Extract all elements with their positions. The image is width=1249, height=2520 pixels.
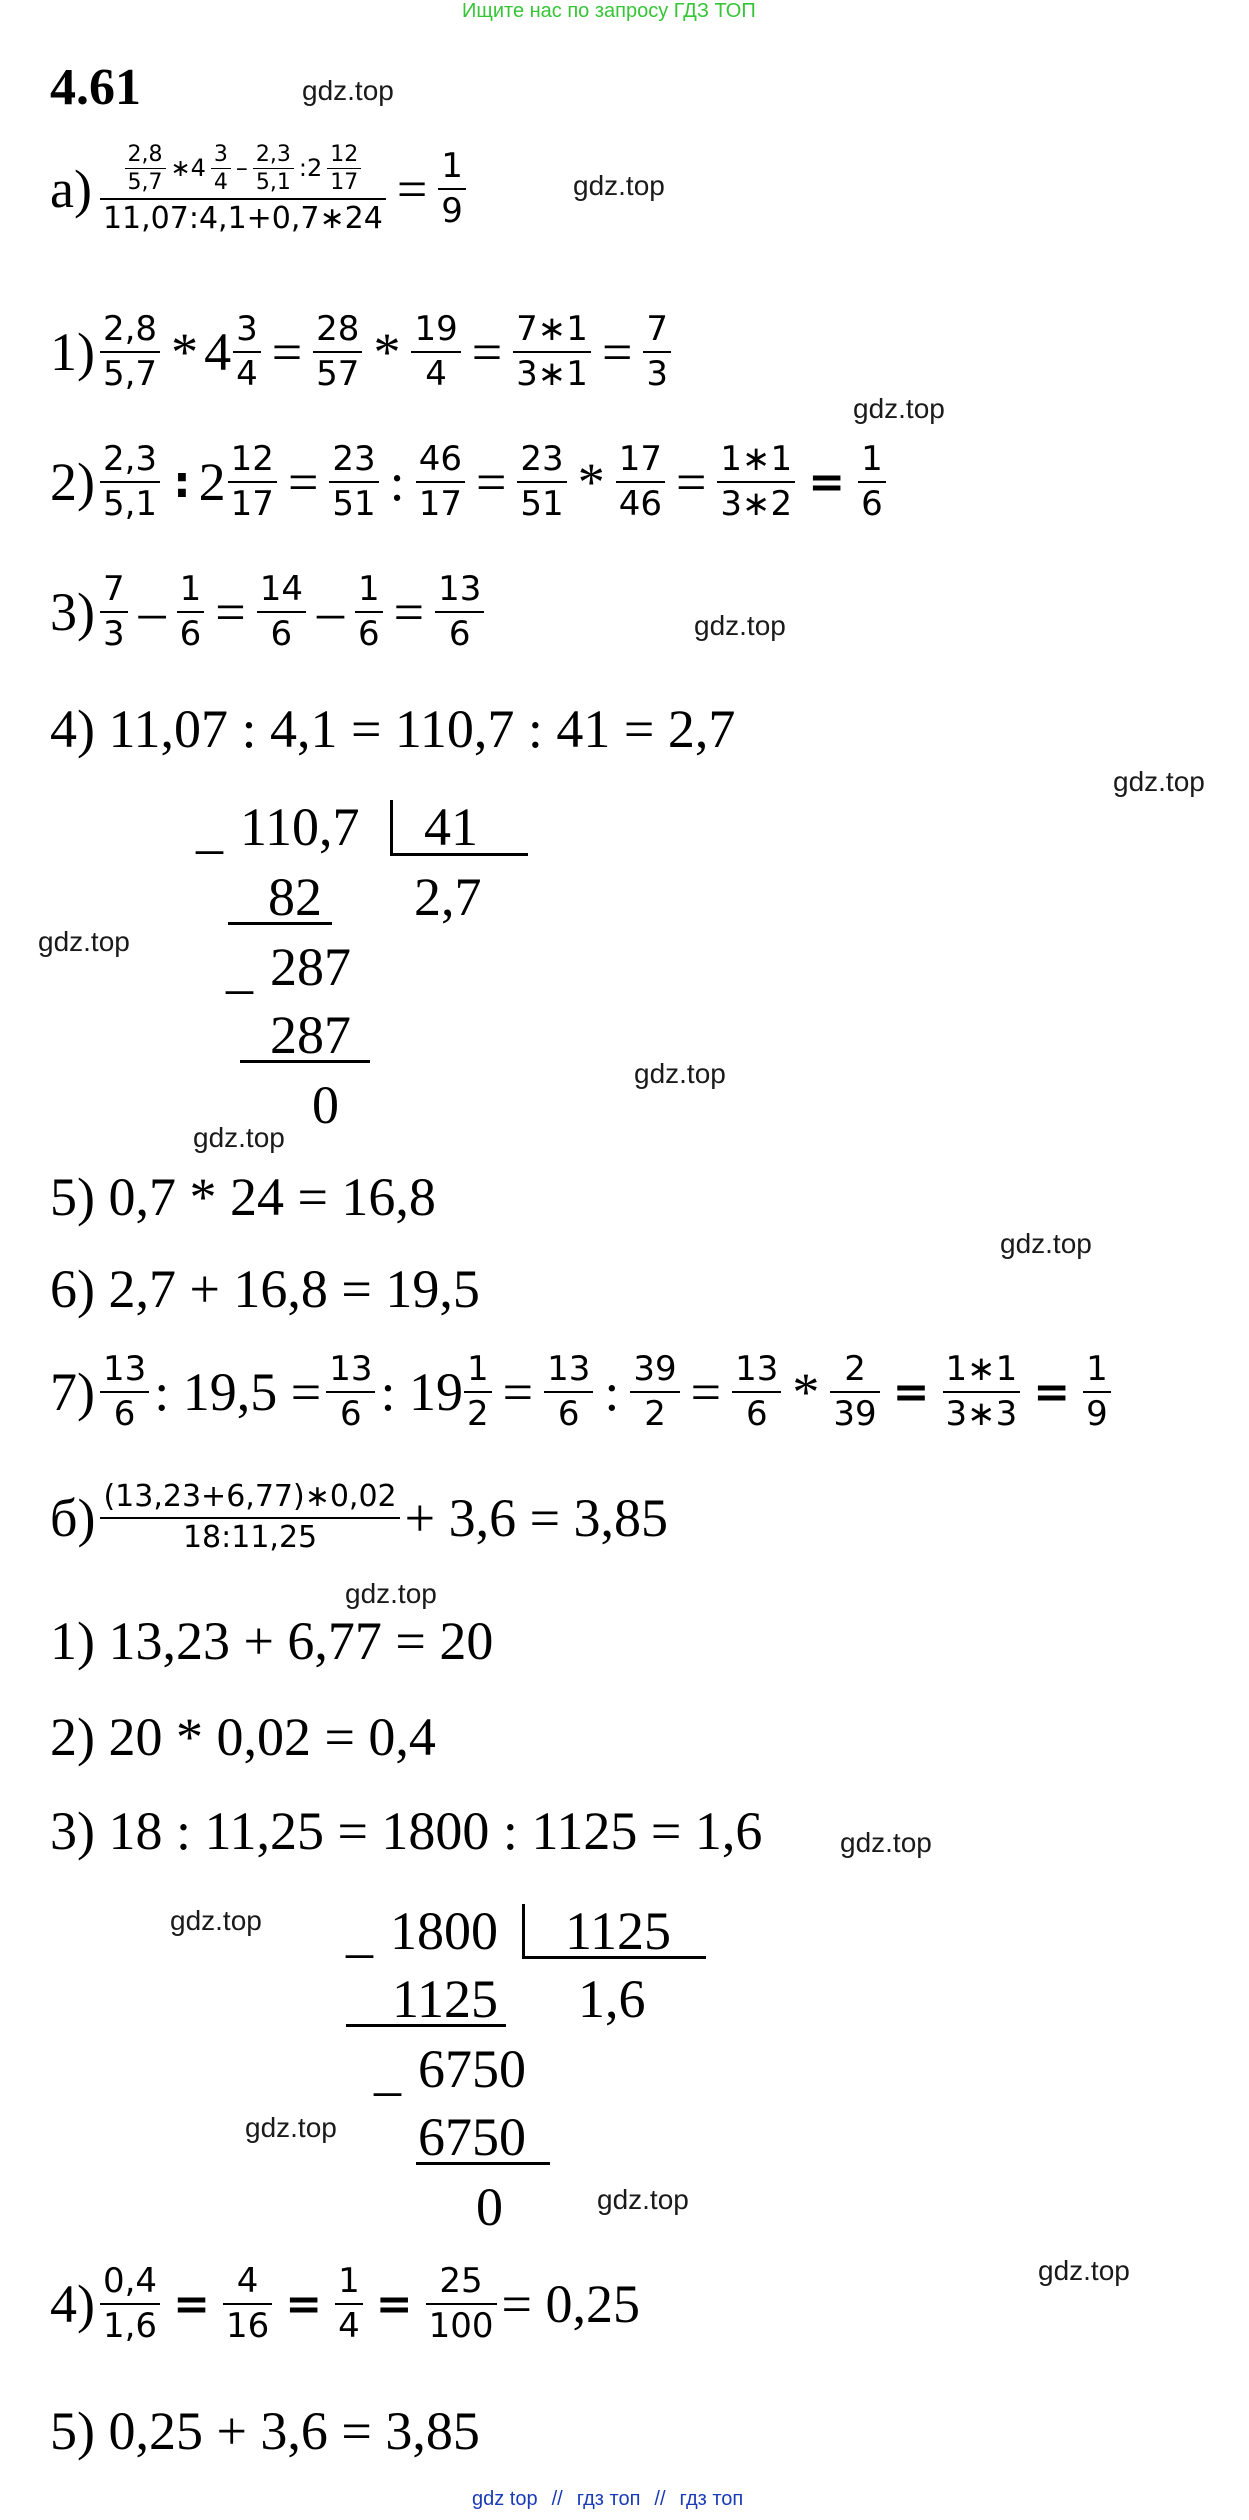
fraction-bar <box>100 481 160 483</box>
fraction-bar <box>411 351 460 353</box>
equals-sign: = <box>475 452 507 513</box>
numerator: 2 <box>844 1349 866 1389</box>
equals-sign: = <box>502 1362 534 1423</box>
equals-sign: = <box>601 322 633 383</box>
watermark: gdz.top <box>840 1827 932 1858</box>
numerator: 1∗1 <box>945 1349 1018 1389</box>
part-b-step-1: 1) 13,23 + 6,77 = 20 <box>50 1611 494 1671</box>
watermark: gdz.top <box>302 75 394 106</box>
fraction <box>830 1350 879 1434</box>
fraction <box>313 310 362 394</box>
fraction <box>717 440 795 524</box>
fraction-bar <box>100 611 128 613</box>
numerator: 12 <box>330 142 359 167</box>
numerator: 0,4 <box>102 2261 158 2301</box>
denominator: 1,6 <box>102 2306 158 2347</box>
fraction <box>513 310 591 394</box>
denominator: 6 <box>448 614 471 655</box>
fraction <box>257 570 306 654</box>
operator: : <box>173 456 191 508</box>
big-fraction-numerator <box>117 142 370 196</box>
numerator: 23 <box>520 439 564 479</box>
numerator: 7 <box>102 569 125 609</box>
operator: :2 <box>298 154 323 182</box>
operator: : <box>604 1362 620 1423</box>
fraction-bar <box>355 611 383 613</box>
denominator: 6 <box>113 1394 136 1435</box>
subtrahend-underline <box>416 2162 550 2165</box>
footer-link-gdz-top[interactable]: gdz top <box>472 2488 538 2510</box>
denominator: 17 <box>418 484 462 525</box>
denominator: 2 <box>467 1394 489 1435</box>
numerator: 2,8 <box>102 309 158 349</box>
fraction-bar <box>517 481 566 483</box>
numerator: 13 <box>735 1349 779 1389</box>
watermark: gdz.top <box>597 2184 689 2215</box>
denominator: 17 <box>330 170 359 196</box>
fraction-bar <box>335 2303 363 2305</box>
equals-sign: = <box>808 456 846 508</box>
denominator: 6 <box>340 1394 362 1435</box>
fraction <box>228 440 277 524</box>
fraction <box>233 310 261 394</box>
denominator: 9 <box>1086 1394 1108 1435</box>
minus-sign: _ <box>226 939 253 999</box>
denominator: 6 <box>745 1394 768 1435</box>
fraction-bar <box>326 1391 375 1393</box>
denominator: 6 <box>861 484 883 525</box>
numerator: 13 <box>438 569 482 609</box>
operator: * <box>792 1362 820 1423</box>
fraction <box>100 310 160 394</box>
equals-sign: = <box>892 1366 930 1418</box>
result-fraction <box>438 147 466 231</box>
part-a-step-1 <box>50 310 676 394</box>
fraction-bar <box>211 168 231 169</box>
denominator: 3∗1 <box>516 354 588 395</box>
watermark: gdz.top <box>634 1058 726 1089</box>
part-b-step-5: 5) 0,25 + 3,6 = 3,85 <box>50 2401 480 2461</box>
denominator: 5,1 <box>255 170 291 196</box>
fraction-bar <box>544 1391 593 1393</box>
fraction <box>544 1350 593 1434</box>
fraction <box>464 1350 492 1434</box>
fraction-bar <box>830 1391 879 1393</box>
equals-sign: = <box>396 159 428 220</box>
equals-sign: = <box>375 2278 413 2330</box>
part-b-step-4 <box>50 2262 640 2346</box>
fraction <box>517 440 566 524</box>
equals-sign: = <box>287 452 319 513</box>
part-a-label: а) <box>50 159 92 220</box>
fraction <box>211 142 231 196</box>
fraction-bar <box>732 1391 781 1393</box>
footer-separator: // <box>654 2488 666 2510</box>
watermark: gdz.top <box>345 1578 437 1609</box>
fraction <box>327 142 361 196</box>
footer-separator: // <box>551 2488 563 2510</box>
step-label: 1) <box>50 322 95 383</box>
fraction-bar <box>426 2303 497 2305</box>
exercise-number: 4.61 <box>50 59 141 116</box>
denominator: 100 <box>428 2306 494 2347</box>
fraction-bar <box>100 2303 160 2305</box>
fraction <box>411 310 460 394</box>
equals-sign: = <box>271 322 303 383</box>
numerator: 23 <box>332 439 376 479</box>
equals-sign: = <box>393 582 425 643</box>
numerator: 13 <box>329 1349 373 1389</box>
fraction-bar <box>100 351 160 353</box>
denominator: 6 <box>358 614 380 655</box>
numerator: 4 <box>236 2261 259 2301</box>
big-fraction-denominator: 11,07:4,1+0,7∗24 <box>102 200 383 236</box>
part-b-step-3: 3) 18 : 11,25 = 1800 : 1125 = 1,6 <box>50 1801 763 1861</box>
equals-sign: = <box>173 2278 210 2330</box>
fraction <box>858 440 886 524</box>
watermark: gdz.top <box>1000 1228 1092 1259</box>
remainder: 6750 <box>418 2039 526 2099</box>
denominator: 4 <box>425 354 447 395</box>
fraction-bar <box>943 1391 1021 1393</box>
fraction <box>732 1350 781 1434</box>
denominator: 5,7 <box>127 170 163 196</box>
part-b-label: б) <box>50 1487 96 1548</box>
operator: – <box>317 582 344 643</box>
divisor: 41 <box>424 797 478 857</box>
division-bracket <box>522 1904 525 1958</box>
numerator: 7∗1 <box>516 309 588 349</box>
fraction-bar <box>435 611 484 613</box>
fraction <box>416 440 465 524</box>
part-a-step-3 <box>50 570 489 654</box>
step-label: 3) <box>50 582 95 643</box>
expression-text: : 19,5 = <box>154 1362 322 1423</box>
watermark: gdz.top <box>694 610 786 641</box>
part-a-expression <box>50 142 471 236</box>
divisor: 1125 <box>565 1901 671 1961</box>
dividend: 110,7 <box>240 797 360 857</box>
step-label: 2) <box>50 452 95 513</box>
fraction-bar <box>858 481 886 483</box>
fraction-bar <box>717 481 795 483</box>
operator: * <box>171 322 199 383</box>
fraction-bar <box>416 481 465 483</box>
denominator: 16 <box>225 2306 270 2347</box>
fraction-bar <box>630 1391 679 1393</box>
footer-links <box>472 2488 743 2511</box>
part-b-step-2: 2) 20 * 0,02 = 0,4 <box>50 1707 436 1767</box>
final-remainder: 0 <box>476 2177 503 2237</box>
fraction-bar <box>125 168 166 169</box>
fraction-bar <box>253 168 294 169</box>
numerator: 13 <box>547 1349 591 1389</box>
part-a-step-5: 5) 0,7 * 24 = 16,8 <box>50 1167 436 1227</box>
fraction <box>100 570 128 654</box>
numerator: 1 <box>338 2261 360 2301</box>
footer-link-gdz-top-ru[interactable]: гдз топ <box>576 2488 641 2510</box>
denominator: 17 <box>230 484 274 525</box>
whole-part: 2 <box>198 452 226 513</box>
numerator: 12 <box>230 439 274 479</box>
part-a-step-6: 6) 2,7 + 16,8 = 19,5 <box>50 1259 480 1319</box>
part-b-expression <box>50 1480 668 1555</box>
fraction-bar <box>329 481 378 483</box>
watermark: gdz.top <box>573 170 665 201</box>
denominator: 6 <box>179 614 202 655</box>
part-a-step-2 <box>50 440 891 524</box>
numerator: 1 <box>358 569 380 609</box>
numerator: 3 <box>236 309 258 349</box>
numerator: 46 <box>418 439 462 479</box>
subtrahend-1: 82 <box>268 867 322 927</box>
subtrahend-2: 287 <box>270 1005 351 1065</box>
denominator: 39 <box>833 1394 877 1435</box>
fraction-bar <box>100 1391 149 1393</box>
watermark: gdz.top <box>853 393 945 424</box>
mixed-number <box>204 310 266 394</box>
denominator: 4 <box>236 354 258 395</box>
fraction-bar <box>643 351 671 353</box>
denominator: 2 <box>644 1394 666 1435</box>
numerator: 14 <box>259 569 303 609</box>
expression-text: + 3,6 = 3,85 <box>404 1487 669 1548</box>
fraction <box>943 1350 1021 1434</box>
footer-link-gdz-top-ru[interactable]: гдз топ <box>679 2488 744 2510</box>
watermark: gdz.top <box>193 1122 285 1153</box>
fraction-bar <box>616 481 665 483</box>
whole-part: 4 <box>204 322 232 383</box>
part-a-step-7 <box>50 1350 1116 1434</box>
denominator: 57 <box>316 354 360 395</box>
equals-sign: = <box>215 582 246 643</box>
denominator: 6 <box>270 614 293 655</box>
operator: ∗4 <box>170 154 206 182</box>
equals-sign: = <box>690 1362 722 1423</box>
big-fraction <box>100 142 386 236</box>
header-search-link[interactable]: Ищите нас по запросу ГДЗ ТОП <box>462 0 756 22</box>
part-a-step-4: 4) 11,07 : 4,1 = 110,7 : 41 = 2,7 <box>50 699 736 759</box>
fraction <box>335 2262 363 2346</box>
denominator: 18:11,25 <box>182 1519 318 1555</box>
minus-sign: _ <box>346 1903 373 1963</box>
numerator: 13 <box>102 1349 147 1389</box>
watermark: gdz.top <box>245 2112 337 2143</box>
fraction-bar <box>100 1517 399 1519</box>
denominator: 6 <box>557 1394 580 1435</box>
numerator: (13,23+6,77)∗0,02 <box>103 1479 397 1514</box>
denominator: 3 <box>646 354 669 395</box>
fraction-bar <box>313 351 362 353</box>
operator: : <box>389 452 405 513</box>
numerator: 19 <box>414 309 458 349</box>
denominator: 9 <box>441 191 463 232</box>
fraction-bar <box>513 351 591 353</box>
minus-sign: _ <box>374 2041 401 2101</box>
fraction-bar <box>177 611 205 613</box>
numerator: 25 <box>439 2261 483 2301</box>
fraction <box>100 1350 149 1434</box>
numerator: 1 <box>861 439 883 479</box>
fraction-bar <box>100 198 386 200</box>
dividend: 1800 <box>390 1901 498 1961</box>
denominator: 4 <box>338 2306 360 2347</box>
numerator: 2,8 <box>127 142 163 167</box>
fraction-bar <box>257 611 306 613</box>
fraction-bar <box>233 351 261 353</box>
subtrahend-underline <box>346 2024 506 2027</box>
subtrahend-underline <box>240 1060 370 1063</box>
numerator: 1 <box>1086 1349 1108 1389</box>
denominator: 3∗3 <box>945 1394 1018 1435</box>
divisor-underline <box>390 853 528 856</box>
equals-sign: = <box>675 452 707 513</box>
denominator: 46 <box>618 484 662 525</box>
numerator: 1∗1 <box>720 439 793 479</box>
fraction <box>100 2262 160 2346</box>
equals-sign: = <box>471 322 503 383</box>
final-remainder: 0 <box>312 1075 339 1135</box>
watermark: gdz.top <box>38 926 130 957</box>
fraction <box>426 2262 497 2346</box>
expression-text: = 0,25 <box>501 2274 640 2335</box>
step-label: 4) <box>50 2274 95 2335</box>
fraction <box>630 1350 679 1434</box>
numerator: 1 <box>441 145 463 186</box>
numerator: 1 <box>179 569 202 609</box>
fraction <box>125 142 166 196</box>
equals-sign: = <box>1033 1366 1071 1418</box>
fraction <box>616 440 665 524</box>
minus-sign: _ <box>196 799 223 859</box>
fraction-bar <box>327 168 361 169</box>
mixed-number <box>199 440 282 524</box>
numerator: 17 <box>618 439 662 479</box>
divisor-underline <box>522 1956 706 1959</box>
denominator: 4 <box>213 170 228 196</box>
fraction <box>329 440 378 524</box>
subtrahend-1: 1125 <box>392 1969 498 2029</box>
denominator: 5,7 <box>102 354 158 395</box>
fraction <box>1083 1350 1111 1434</box>
remainder: 287 <box>270 937 351 997</box>
denominator: 3∗2 <box>720 484 793 525</box>
fraction-bar <box>464 1391 492 1393</box>
fraction-bar <box>228 481 277 483</box>
numerator: 2,3 <box>102 439 158 479</box>
division-bracket <box>390 800 393 855</box>
operator: * <box>577 452 605 513</box>
denominator: 51 <box>520 484 564 525</box>
numerator: 3 <box>213 142 228 167</box>
watermark: gdz.top <box>1113 766 1205 797</box>
numerator: 28 <box>316 309 360 349</box>
numerator: 7 <box>646 309 669 349</box>
fraction <box>643 310 671 394</box>
fraction <box>355 570 383 654</box>
numerator: 1 <box>467 1349 489 1389</box>
subtrahend-2: 6750 <box>418 2107 526 2167</box>
fraction <box>100 1480 399 1555</box>
fraction <box>177 570 205 654</box>
fraction <box>326 1350 375 1434</box>
numerator: 39 <box>633 1349 677 1389</box>
denominator: 51 <box>332 484 376 525</box>
quotient: 1,6 <box>578 1969 646 2029</box>
fraction <box>435 570 484 654</box>
fraction-bar <box>223 2303 272 2305</box>
fraction-bar <box>438 188 466 190</box>
watermark: gdz.top <box>1038 2255 1130 2286</box>
fraction <box>253 142 294 196</box>
equals-sign: = <box>285 2278 323 2330</box>
operator: – <box>138 582 166 643</box>
quotient: 2,7 <box>414 867 482 927</box>
operator: – <box>235 154 248 182</box>
operator: * <box>373 322 401 383</box>
fraction-bar <box>1083 1391 1111 1393</box>
subtrahend-underline <box>228 922 332 925</box>
denominator: 3 <box>102 614 125 655</box>
fraction <box>223 2262 272 2346</box>
step-label: 7) <box>50 1362 95 1423</box>
expression-text: : 19 <box>380 1362 463 1423</box>
numerator: 2,3 <box>255 142 291 167</box>
fraction <box>100 440 160 524</box>
watermark: gdz.top <box>170 1905 262 1936</box>
denominator: 5,1 <box>102 484 158 525</box>
